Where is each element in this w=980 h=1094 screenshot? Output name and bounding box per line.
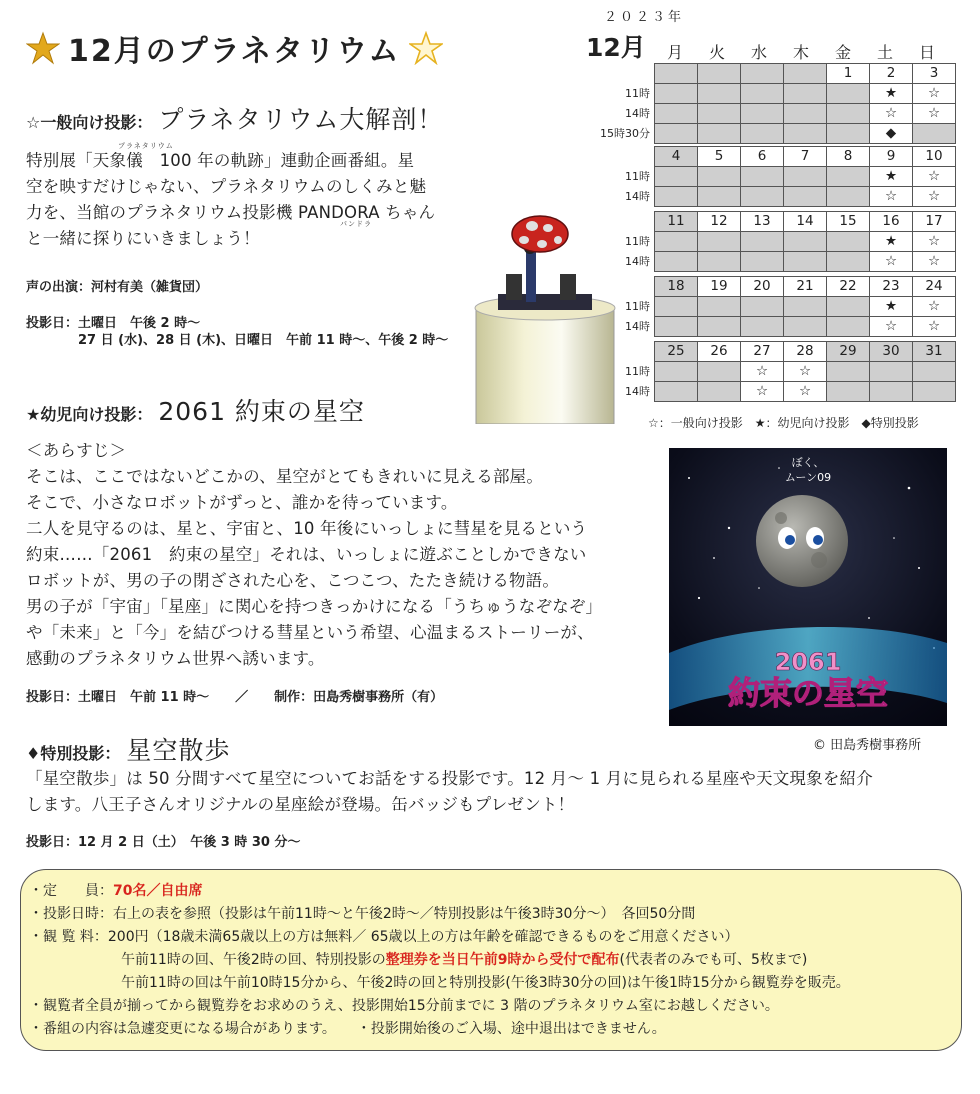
calendar-slot-row (654, 231, 955, 251)
calendar-time-label: 11時 (625, 170, 650, 183)
calendar-slot-cell: ☆ (912, 103, 956, 124)
calendar-slot-row (654, 361, 955, 381)
poster-credit: © 田島秀樹事務所 (813, 738, 922, 753)
page-title-row (26, 26, 443, 70)
calendar-time-label: 15時30分 (600, 127, 650, 140)
calendar-slot-cell (912, 381, 956, 402)
calendar-date-cell: 3 (912, 63, 956, 84)
calendar-date-cell: 9 (869, 146, 913, 167)
calendar-date-cell: 10 (912, 146, 956, 167)
calendar-slot-cell (912, 361, 956, 382)
calendar-slot-cell (826, 296, 870, 317)
calendar-slot-cell: ★ (869, 83, 913, 104)
calendar-slot-cell: ☆ (869, 251, 913, 272)
calendar-weekday: 木 (792, 43, 809, 62)
calendar-slot-cell: ★ (869, 166, 913, 187)
general-line: 特別展「天象儀 100 年の軌跡」連動企画番組。星 (26, 151, 415, 170)
kids-line: ＜あらすじ＞ (26, 441, 127, 460)
calendar-slot-cell: ☆ (912, 251, 956, 272)
calendar-legend: ☆：一般向け投影 ★：幼児向け投影 ◆特別投影 (648, 416, 919, 430)
kids-line: ロボットが、男の子の閉ざされた心を、こつこつ、たたき続ける物語。 (26, 571, 560, 590)
special-line: します。八王子さんオリジナルの星座絵が登場。缶バッジもプレゼント！ (26, 795, 575, 814)
calendar-slot-cell (783, 316, 827, 337)
calendar-date-cell: 25 (654, 341, 698, 362)
calendar-date-cell: 6 (740, 146, 784, 167)
calendar-time-label: 14時 (625, 190, 650, 203)
calendar-date-cell: 5 (697, 146, 741, 167)
calendar-slot-row (654, 381, 955, 401)
calendar-slot-cell (697, 316, 741, 337)
calendar-slot-row (654, 251, 955, 271)
general-schedule-1: 投影日：土曜日 午後 2 時〜 (26, 316, 201, 331)
calendar-slot-cell (740, 231, 784, 252)
calendar-date-cell: 8 (826, 146, 870, 167)
calendar-slot-cell: ☆ (869, 103, 913, 124)
calendar-slot-cell (826, 231, 870, 252)
calendar-date-cell: 29 (826, 341, 870, 362)
special-schedule: 投影日：12 月 2 日（土） 午後 3 時 30 分〜 (26, 835, 301, 850)
calendar-slot-cell (697, 361, 741, 382)
calendar-slot-cell (740, 316, 784, 337)
calendar-time-label: 14時 (625, 107, 650, 120)
calendar-time-label: 11時 (625, 235, 650, 248)
calendar-week (654, 146, 955, 206)
calendar-slot-cell: ☆ (912, 296, 956, 317)
calendar-weekday: 月 (666, 43, 683, 62)
calendar-date-cell: 2 (869, 63, 913, 84)
ruby-planetarium: プラネタリウム (118, 142, 174, 150)
calendar-slot-row (654, 103, 955, 123)
calendar-date-cell: 21 (783, 276, 827, 297)
calendar-slot-cell (697, 166, 741, 187)
calendar-slot-cell (783, 231, 827, 252)
calendar-time-label: 11時 (625, 87, 650, 100)
poster-image (669, 448, 947, 726)
kids-label: ★幼児向け投影： (26, 405, 153, 424)
calendar-slot-cell: ☆ (869, 186, 913, 207)
calendar-date-cell: 1 (826, 63, 870, 84)
general-heading (26, 100, 443, 136)
calendar-slot-cell (826, 83, 870, 104)
info-days: ・投影日時：右上の表を参照（投影は午前11時〜と午後2時〜／特別投影は午後3時30分〜） 各回50分間 (29, 906, 696, 922)
calendar-slot-cell (654, 103, 698, 124)
calendar-slot-cell (783, 296, 827, 317)
calendar-slot-cell (697, 103, 741, 124)
calendar-slot-cell (654, 166, 698, 187)
calendar-date-cell: 15 (826, 211, 870, 232)
calendar-slot-cell: ☆ (783, 381, 827, 402)
ticket-pre: 午前11時の回、午後2時の回、特別投影の (121, 952, 386, 968)
calendar-slot-cell (826, 186, 870, 207)
calendar-slot-cell (826, 361, 870, 382)
calendar-time-label: 14時 (625, 320, 650, 333)
calendar-slot-cell (783, 251, 827, 272)
calendar-weekday: 土 (876, 43, 893, 62)
ruby-pandora: パンドラ (340, 220, 372, 228)
calendar-slot-cell (783, 166, 827, 187)
calendar-slot-row (654, 296, 955, 316)
kids-line: 二人を見守るのは、星と、宇宙と、10 年後にいっしょに彗星を見るという (26, 519, 588, 538)
calendar-slot-cell (783, 83, 827, 104)
calendar-slot-row (654, 123, 955, 143)
calendar-date-cell: 19 (697, 276, 741, 297)
poster-tagline-2: ムーン09 (784, 471, 832, 484)
calendar-date-cell: 4 (654, 146, 698, 167)
capacity-label: ・定 員： (29, 883, 113, 899)
calendar-date-row (654, 276, 955, 296)
calendar-slot-row (654, 316, 955, 336)
calendar-weekday: 水 (750, 43, 767, 62)
calendar-slot-cell: ☆ (912, 166, 956, 187)
calendar-slot-cell (826, 166, 870, 187)
calendar-slot-row (654, 83, 955, 103)
calendar-slot-cell (826, 123, 870, 144)
poster-tagline-1: ぼく、 (791, 456, 825, 469)
kids-synopsis (26, 438, 656, 672)
calendar-slot-cell: ☆ (912, 316, 956, 337)
calendar-week (654, 211, 955, 271)
calendar-date-cell: 17 (912, 211, 956, 232)
calendar-date-cell: 11 (654, 211, 698, 232)
kids-heading (26, 392, 365, 428)
calendar-slot-cell (697, 296, 741, 317)
calendar-date-cell: 16 (869, 211, 913, 232)
calendar-weekday: 日 (918, 43, 935, 62)
kids-program-title: 2061 約束の星空 (158, 397, 365, 426)
calendar-date-cell: 27 (740, 341, 784, 362)
special-label: ♦特別投影： (26, 744, 121, 763)
kids-line: 男の子が「宇宙」「星座」に関心を持つきっかけになる「うちゅうなぞなぞ」 (26, 597, 603, 616)
calendar-date-cell: 26 (697, 341, 741, 362)
calendar-slot-cell: ◆ (869, 123, 913, 144)
calendar-slot-cell (740, 103, 784, 124)
calendar-slot-cell: ☆ (869, 316, 913, 337)
calendar-slot-cell: ★ (869, 231, 913, 252)
capacity-value: 70名／自由席 (113, 883, 203, 899)
general-program-title: プラネタリウム大解剖！ (158, 105, 444, 134)
calendar-slot-row (654, 166, 955, 186)
calendar-slot-cell: ☆ (740, 361, 784, 382)
calendar-date-cell: 30 (869, 341, 913, 362)
calendar-date-cell: 7 (783, 146, 827, 167)
calendar-year: ２０２３年 (604, 10, 685, 25)
calendar-slot-cell (654, 296, 698, 317)
calendar-slot-cell (783, 103, 827, 124)
calendar-date-cell: 13 (740, 211, 784, 232)
calendar-date-row (654, 146, 955, 166)
calendar-slot-cell (912, 123, 956, 144)
kids-line: そこは、ここではないどこかの、星空がとてもきれいに見える部屋。 (26, 467, 544, 486)
calendar-date-row (654, 211, 955, 231)
info-fee: ・観 覧 料：200円（18歳未満65歳以上の方は無料／ 65歳以上の方は年齢を確認できるものをご用意ください） (29, 929, 739, 945)
calendar-slot-cell: ☆ (912, 83, 956, 104)
calendar-slot-cell: ★ (869, 296, 913, 317)
calendar-slot-cell (740, 123, 784, 144)
calendar-date-cell: 23 (869, 276, 913, 297)
calendar-slot-cell (869, 361, 913, 382)
calendar-slot-cell (740, 296, 784, 317)
kids-line: そこで、小さなロボットがずっと、誰かを待っています。 (26, 493, 458, 512)
calendar-slot-cell (826, 316, 870, 337)
calendar-date-row (654, 341, 955, 361)
calendar-slot-cell (826, 103, 870, 124)
calendar-date-cell (654, 63, 698, 84)
calendar-date-cell: 20 (740, 276, 784, 297)
info-ticket (121, 949, 807, 971)
calendar-date-cell: 24 (912, 276, 956, 297)
calendar-date-cell (783, 63, 827, 84)
calendar-slot-cell (826, 251, 870, 272)
calendar-slot-cell (740, 251, 784, 272)
outline-star-icon (409, 31, 443, 65)
calendar-slot-cell (654, 83, 698, 104)
kids-schedule: 投影日：土曜日 午前 11 時〜 ／ 制作：田島秀樹事務所（有） (26, 690, 444, 705)
info-change: ・番組の内容は急遽変更になる場合があります。 ・投影開始後のご入場、途中退出はできません。 (29, 1021, 666, 1037)
poster-title-number: 2061 (774, 648, 842, 676)
calendar-slot-cell (697, 381, 741, 402)
calendar-slot-cell (783, 123, 827, 144)
calendar-week (654, 63, 955, 143)
general-description (26, 148, 466, 252)
kids-line: や「未来」と「今」を結びつける彗星という希望、心温まるストーリーが、 (26, 623, 594, 642)
calendar-date-cell: 14 (783, 211, 827, 232)
special-heading (26, 731, 230, 767)
calendar-week (654, 276, 955, 336)
page-title: 12月のプラネタリウム (68, 34, 401, 69)
poster-title-main: 約束の星空 (727, 674, 889, 712)
calendar-slot-cell (697, 251, 741, 272)
calendar-slot-cell (697, 186, 741, 207)
calendar-slot-row (654, 186, 955, 206)
calendar-date-cell: 28 (783, 341, 827, 362)
calendar-week (654, 341, 955, 401)
calendar-time-label: 14時 (625, 255, 650, 268)
calendar-time-label: 11時 (625, 300, 650, 313)
calendar-month: 12月 (586, 33, 646, 62)
calendar-slot-cell (654, 231, 698, 252)
calendar-slot-cell: ☆ (783, 361, 827, 382)
calendar-slot-cell (740, 166, 784, 187)
kids-line: 感動のプラネタリウム世界へ誘います。 (26, 649, 325, 668)
info-capacity (29, 880, 202, 902)
calendar-date-cell (740, 63, 784, 84)
general-line: 力を、当館のプラネタリウム投影機 PANDORA ちゃん (26, 203, 436, 222)
calendar-slot-cell (740, 83, 784, 104)
calendar-time-label: 11時 (625, 365, 650, 378)
special-program-title: 星空散歩 (126, 736, 231, 765)
calendar-date-cell: 22 (826, 276, 870, 297)
calendar-slot-cell (869, 381, 913, 402)
calendar-slot-cell (740, 186, 784, 207)
calendar-slot-cell (654, 316, 698, 337)
calendar-date-cell: 12 (697, 211, 741, 232)
special-description (26, 766, 956, 818)
calendar-weekday: 金 (834, 43, 851, 62)
calendar-slot-cell: ☆ (912, 231, 956, 252)
general-voice: 声の出演：河村有美（雑貨団） (26, 280, 209, 295)
special-line: 「星空散歩」は 50 分間すべて星空についてお話をする投影です。12 月〜 1 月に見られる星座や天文現象を紹介 (26, 769, 873, 788)
calendar-slot-cell (654, 251, 698, 272)
calendar-slot-cell: ☆ (740, 381, 784, 402)
general-line: 空を映すだけじゃない、プラネタリウムのしくみと魅 (26, 177, 427, 196)
ticket-highlight: 整理券を当日午前9時から受付で配布 (385, 952, 620, 968)
calendar-date-cell (697, 63, 741, 84)
calendar-date-row (654, 63, 955, 83)
calendar-slot-cell (654, 123, 698, 144)
calendar-slot-cell (697, 231, 741, 252)
calendar-slot-cell (697, 123, 741, 144)
calendar-slot-cell (654, 381, 698, 402)
calendar-slot-cell (654, 361, 698, 382)
calendar-time-label: 14時 (625, 385, 650, 398)
calendar-date-cell: 31 (912, 341, 956, 362)
general-schedule-2: 27 日 (水)、28 日 (木)、日曜日 午前 11 時〜、午後 2 時〜 (78, 333, 449, 348)
calendar-date-cell: 18 (654, 276, 698, 297)
calendar-slot-cell (826, 381, 870, 402)
calendar-slot-cell (654, 186, 698, 207)
gold-star-icon (26, 31, 60, 65)
kids-line: 約束……「2061 約束の星空」それは、いっしょに遊ぶことしかできない (26, 545, 587, 564)
info-sale: 午前11時の回は午前10時15分から、午後2時の回と特別投影(午後3時30分の回)は午後1時15分から観覧券を販売。 (121, 975, 850, 991)
calendar-slot-cell (697, 83, 741, 104)
ticket-post: (代表者のみでも可、5枚まで) (619, 952, 808, 968)
info-gather: ・観覧者全員が揃ってから観覧券をお求めのうえ、投影開始15分前までに 3 階のプラネタリウム室にお越しください。 (29, 998, 779, 1014)
calendar-slot-cell (783, 186, 827, 207)
info-box (20, 869, 962, 1051)
general-label: ☆一般向け投影： (26, 113, 153, 132)
general-line: と一緒に探りにいきましょう！ (26, 229, 260, 248)
calendar-slot-cell: ☆ (912, 186, 956, 207)
calendar-weekday: 火 (708, 43, 725, 62)
